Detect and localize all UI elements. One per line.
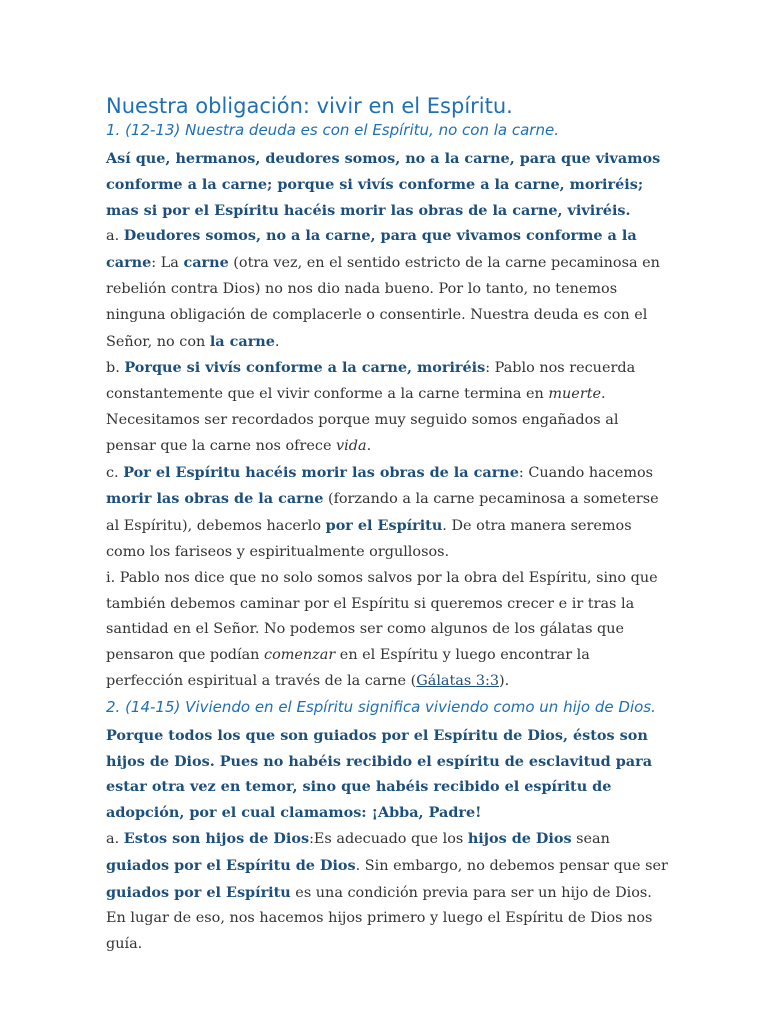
section-1-point-a: a. Deudores somos, no a la carne, para que vivamos conforme a la carne: La carne (otra vez, en el sentido estricto de la carne pecaminosa en rebelión contra Dios) no nos dio nada bueno. Por lo tanto, no tenemos ninguna obligación de complacerle o consentirle. Nuestra deuda es con el Señor, no con la carne. xyxy=(106,227,660,350)
section-1-verse: Así que, hermanos, deudores somos, no a la carne, para que vivamos conforme a la carne; porque si vivís conforme a la carne, moriréis; mas si por el Espíritu hacéis morir las obras de la carne, viviréis. xyxy=(106,150,661,219)
galatas-3-3-link[interactable]: Gálatas 3:3 xyxy=(416,672,499,689)
section-2-point-a: a. Estos son hijos de Dios:Es adecuado que los hijos de Dios sean guiados por el Espíritu de Dios. Sin embargo, no debemos pensar que ser guiados por el Espíritu es una condición previa para ser un hijo de Dios. En lugar de eso, nos hacemos hijos primero y luego el Espíritu de Dios nos guía. xyxy=(106,829,668,953)
section-2-verse: Porque todos los que son guiados por el Espíritu de Dios, éstos son hijos de Dios. Pues no habéis recibido el espíritu de esclavitud para estar otra vez en temor, sino que habéis recibido el espíritu de adopción, por el cual clamamos: ¡Abba, Padre! xyxy=(106,726,653,822)
page-title: Nuestra obligación: vivir en el Espíritu. xyxy=(106,94,513,118)
section-2-heading: 2. (14-15) Viviendo en el Espíritu significa viviendo como un hijo de Dios. xyxy=(106,697,656,716)
section-1-point-c-i: i. Pablo nos dice que no solo somos salvos por la obra del Espíritu, sino que también debemos caminar por el Espíritu si queremos crecer e ir tras la santidad en el Señor. No podemos ser como algunos de los gálatas que pensaron que podían comenzar en el Espíritu y luego encontrar la perfección espiritual a través de la carne (Gálatas 3:3). xyxy=(106,569,658,689)
section-1-point-c: c. Por el Espíritu hacéis morir las obras de la carne: Cuando hacemos morir las obras de la carne (forzando a la carne pecaminosa a someterse al Espíritu), debemos hacerlo por el Espíritu. De otra manera seremos como los fariseos y espiritualmente orgullosos. xyxy=(106,463,659,560)
section-1-point-b: b. Porque si vivís conforme a la carne, moriréis: Pablo nos recuerda constantemente que el vivir conforme a la carne termina en muerte. Necesitamos ser recordados porque muy seguido somos engañados al pensar que la carne nos ofrece vida. xyxy=(106,359,636,454)
section-1-heading: 1. (12-13) Nuestra deuda es con el Espíritu, no con la carne. xyxy=(106,121,559,139)
